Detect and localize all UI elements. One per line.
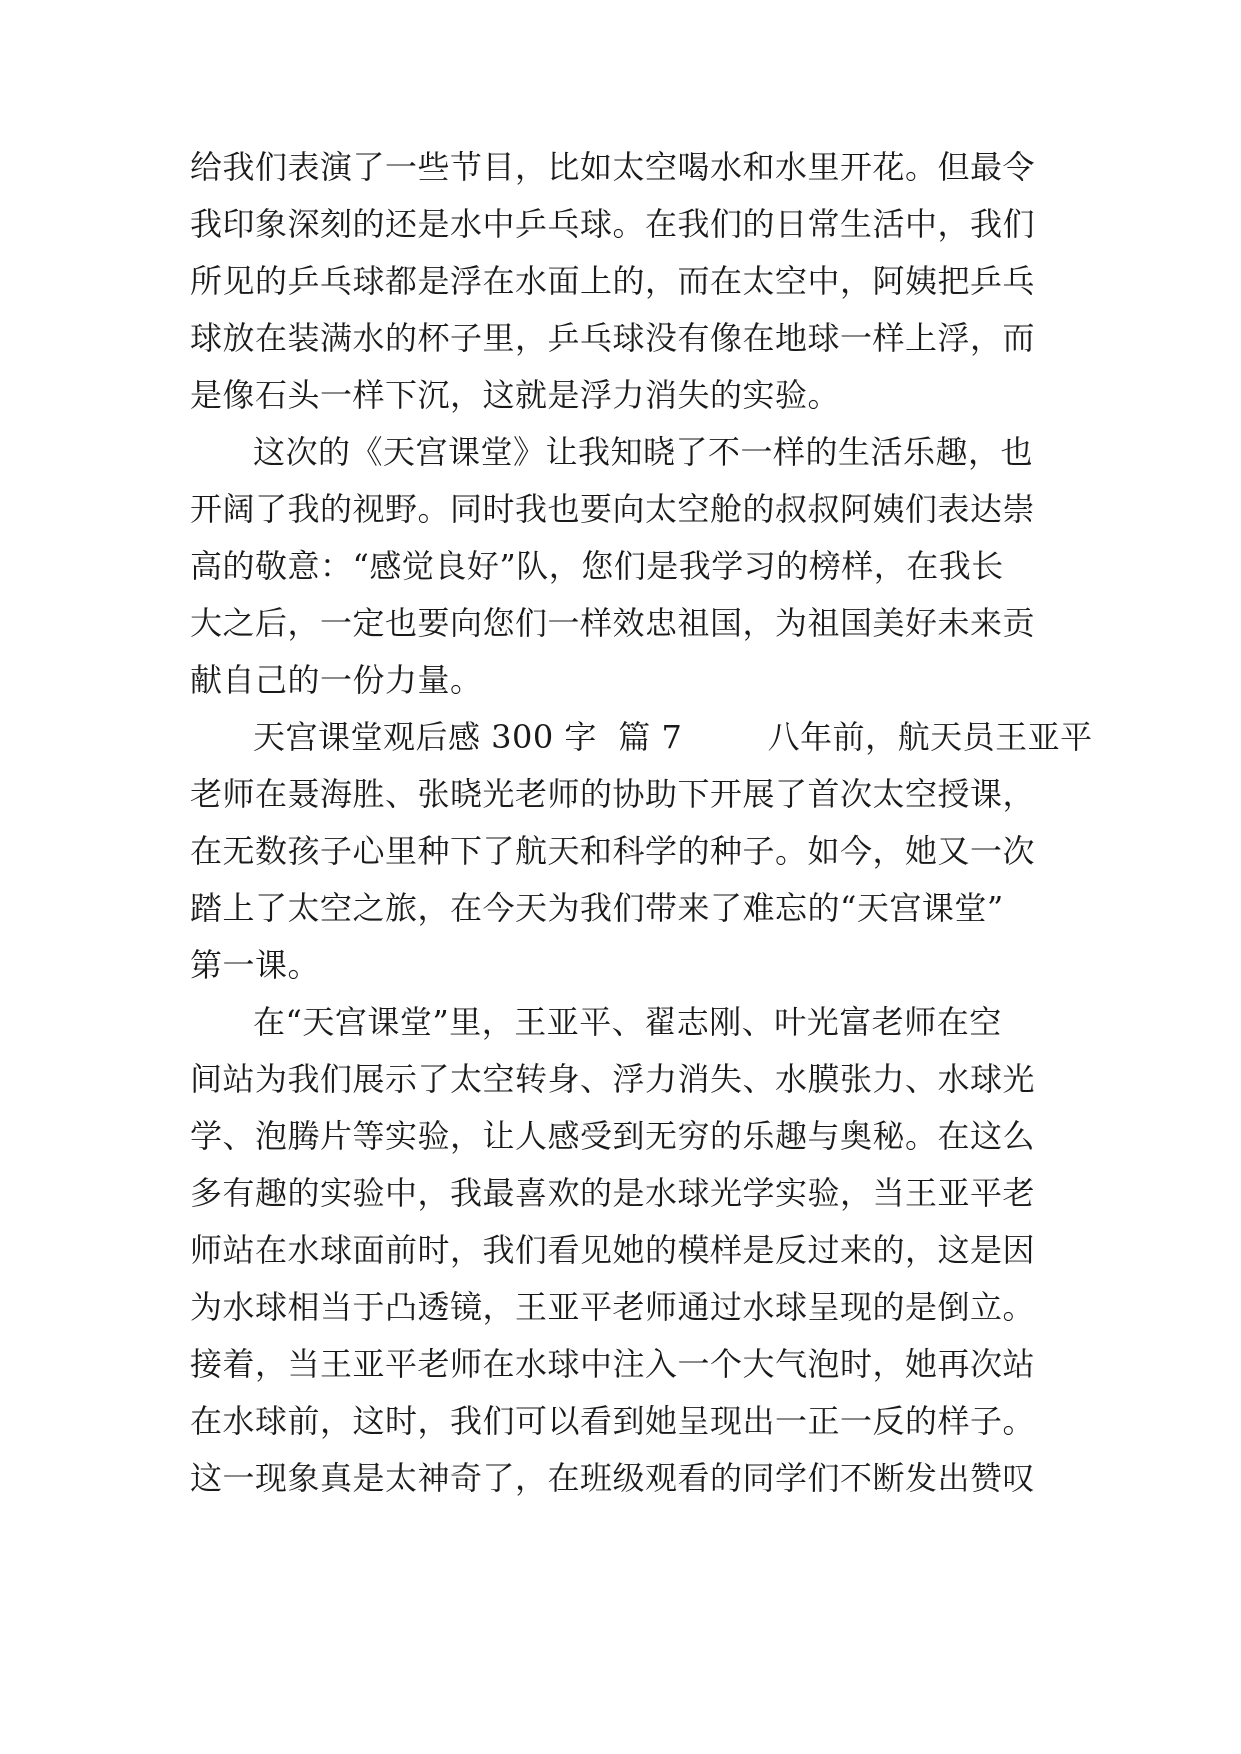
text-line: 在水球前，这时，我们可以看到她呈现出一正一反的样子。 [190, 1402, 1036, 1440]
text-line: 球放在装满水的杯子里，乒乓球没有像在地球一样上浮，而 [190, 319, 1036, 357]
text-line: 我印象深刻的还是水中乒乓球。在我们的日常生活中，我们 [190, 205, 1036, 243]
text-line: 学、泡腾片等实验，让人感受到无穷的乐趣与奥秘。在这么 [190, 1117, 1036, 1155]
text-line: 所见的乒乓球都是浮在水面上的，而在太空中，阿姨把乒乓 [190, 262, 1036, 300]
text-line: 在无数孩子心里种下了航天和科学的种子。如今，她又一次 [190, 832, 1036, 870]
text-line: 老师在聂海胜、张晓光老师的协助下开展了首次太空授课， [190, 775, 1036, 813]
text-line: 大之后，一定也要向您们一样效忠祖国，为祖国美好未来贡 [190, 604, 1036, 642]
paragraph-first-line: 在“天宫课堂”里，王亚平、翟志刚、叶光富老师在空 [253, 1003, 1002, 1041]
text-line: 师站在水球面前时，我们看见她的模样是反过来的，这是因 [190, 1231, 1036, 1269]
text-line: 是像石头一样下沉，这就是浮力消失的实验。 [190, 376, 841, 414]
text-line: 多有趣的实验中，我最喜欢的是水球光学实验，当王亚平老 [190, 1174, 1036, 1212]
text-line: 接着，当王亚平老师在水球中注入一个大气泡时，她再次站 [190, 1345, 1036, 1383]
text-line: 高的敬意：“感觉良好”队，您们是我学习的榜样，在我长 [190, 547, 1004, 585]
text-line: 献自己的一份力量。 [190, 661, 483, 699]
text-line: 开阔了我的视野。同时我也要向太空舱的叔叔阿姨们表达崇 [190, 490, 1036, 528]
text-line: 踏上了太空之旅，在今天为我们带来了难忘的“天宫课堂” [190, 889, 1004, 927]
text-line: 为水球相当于凸透镜，王亚平老师通过水球呈现的是倒立。 [190, 1288, 1036, 1326]
section-heading-line: 天宫课堂观后感 300 字 篇 7 八年前，航天员王亚平 [253, 718, 1093, 756]
text-line: 这一现象真是太神奇了，在班级观看的同学们不断发出赞叹 [190, 1459, 1036, 1497]
text-line: 间站为我们展示了太空转身、浮力消失、水膜张力、水球光 [190, 1060, 1036, 1098]
text-line: 第一课。 [190, 946, 321, 984]
paragraph-first-line: 这次的《天宫课堂》让我知晓了不一样的生活乐趣，也 [253, 433, 1034, 471]
text-line: 给我们表演了一些节目，比如太空喝水和水里开花。但最令 [190, 148, 1036, 186]
